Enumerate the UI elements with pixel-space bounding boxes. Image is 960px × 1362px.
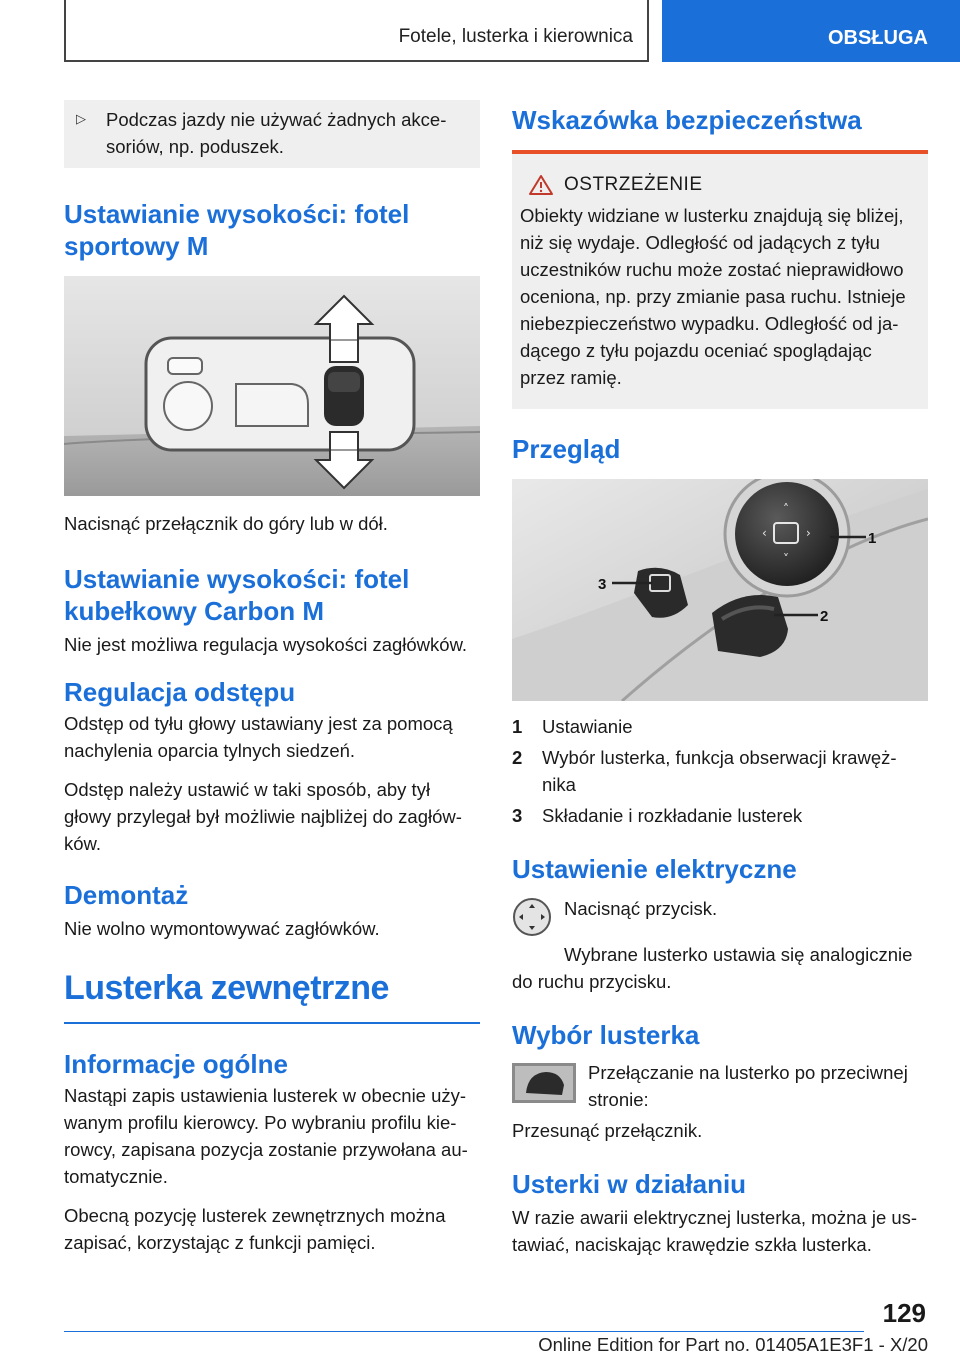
svg-text:›: › [806, 526, 811, 540]
mirror-controls-illustration [512, 479, 928, 701]
heading-general-info: Informacje ogólne [64, 1049, 288, 1079]
heading-carbon-seat: Ustawianie wysokości: fotel kubełkowy Carbon M [64, 564, 410, 626]
heading-mirror-select: Wybór lusterka [512, 1020, 700, 1050]
callout-3: 3 [598, 576, 607, 593]
mirrors-rule [64, 1022, 480, 1024]
select-paragraph-2: Przesunąć przełącznik. [512, 1120, 703, 1141]
callout-2: 2 [820, 608, 829, 625]
select-paragraph-1: Przełączanie na lusterko po przeciwnej stronie: [588, 1062, 908, 1110]
heading-mirrors: Lusterka zewnętrzne [64, 969, 389, 1007]
warning-box [512, 154, 928, 409]
footer-rule [64, 1331, 864, 1332]
sport-seat-image [64, 276, 480, 496]
legend-number: 2 [512, 747, 523, 768]
svg-text:‹: ‹ [762, 526, 767, 540]
svg-text:˅: ˅ [783, 552, 789, 566]
header-frame [64, 0, 649, 62]
removal-text: Nie wolno wymontowywać zagłówków. [64, 918, 380, 939]
electric-row [512, 895, 928, 937]
chapter-title: Fotele, lusterka i kierownica [398, 26, 633, 47]
section-tab [662, 0, 960, 62]
mirror-select-switch-icon [512, 1063, 576, 1103]
footer-edition: Online Edition for Part no. 01405A1E3F1 - X/20 [538, 1334, 928, 1355]
callout-1: 1 [868, 530, 877, 547]
note-marker: ▷ [76, 111, 86, 126]
legend-text: Ustawianie [542, 716, 633, 737]
heading-distance: Regulacja odstępu [64, 677, 296, 707]
heading-electric: Ustawienie elektryczne [512, 854, 797, 884]
select-row [512, 1059, 928, 1113]
section-tab-label: OBSŁUGA [828, 27, 928, 49]
mirror-adjust-button-icon [512, 897, 552, 937]
note-text: Podczas jazdy nie używać żadnych akce-soriów, np. poduszek. [106, 109, 447, 157]
distance-paragraph-2: Odstęp należy ustawić w taki sposób, aby tył głowy przylegał był możliwie najbliżej do zagłów-ków. [64, 779, 462, 854]
faults-text: W razie awarii elektrycznej lusterka, można je us-tawiać, naciskając krawędzie szkła lusterka. [512, 1207, 918, 1255]
heading-overview: Przegląd [512, 434, 621, 464]
note-box [64, 100, 480, 168]
sport-seat-caption: Nacisnąć przełącznik do góry lub w dół. [64, 513, 388, 534]
legend-text: Składanie i rozkładanie lusterek [542, 805, 803, 826]
seat-switch-illustration [64, 276, 480, 496]
distance-paragraph-1: Odstęp od tyłu głowy ustawiany jest za pomocą nachylenia oparcia tylnych siedzeń. [64, 713, 453, 761]
general-paragraph-2: Obecną pozycję lusterek zewnętrznych można zapisać, korzystając z funkcji pamięci. [64, 1205, 446, 1253]
left-column [64, 100, 480, 1256]
heading-sport-seat: Ustawianie wysokości: fotel sportowy M [64, 199, 410, 261]
legend-list [512, 713, 928, 829]
mirror-controls-image [512, 479, 928, 701]
electric-paragraph-2: Wybrane lusterko ustawia się analogicznie do ruchu przycisku. [512, 944, 913, 992]
heading-safety: Wskazówka bezpieczeństwa [512, 105, 862, 135]
legend-text: Wybór lusterka, funkcja obserwacji krawęż-nika [542, 747, 897, 795]
legend-item [512, 744, 928, 798]
heading-faults: Usterki w działaniu [512, 1169, 747, 1199]
warning-icon [528, 174, 554, 196]
warning-title [520, 174, 920, 196]
page-number: 129 [882, 1298, 926, 1328]
general-paragraph-1: Nastąpi zapis ustawienia lusterek w obecnie uży-wanym profilu kierowcy. Po wybraniu profilu kie-rowcy, zapisana pozycja zostanie przywołana au-tomatycznie. [64, 1085, 468, 1187]
warning-label: OSTRZEŻENIE [564, 174, 703, 195]
legend-item [512, 713, 928, 740]
carbon-seat-text: Nie jest możliwa regulacja wysokości zagłówków. [64, 634, 468, 655]
legend-number: 1 [512, 716, 523, 737]
warning-text: Obiekty widziane w lusterku znajdują się bliżej, niż się wydaje. Odległość od jadących z tyłu uczestników ruchu może zostać nieprawidłowo oceniona, np. przy zmianie pasa ruchu. Istnieje niebezpieczeństwo wypadku. Odległość od ja-dącego z tyłu pojazdu oceniać spoglądając przez ramię. [520, 205, 906, 388]
electric-paragraph-1: Nacisnąć przycisk. [564, 898, 718, 919]
right-column [512, 100, 928, 1258]
legend-number: 3 [512, 805, 523, 826]
svg-text:˄: ˄ [783, 502, 789, 516]
legend-item [512, 802, 928, 829]
heading-removal: Demontaż [64, 880, 189, 910]
